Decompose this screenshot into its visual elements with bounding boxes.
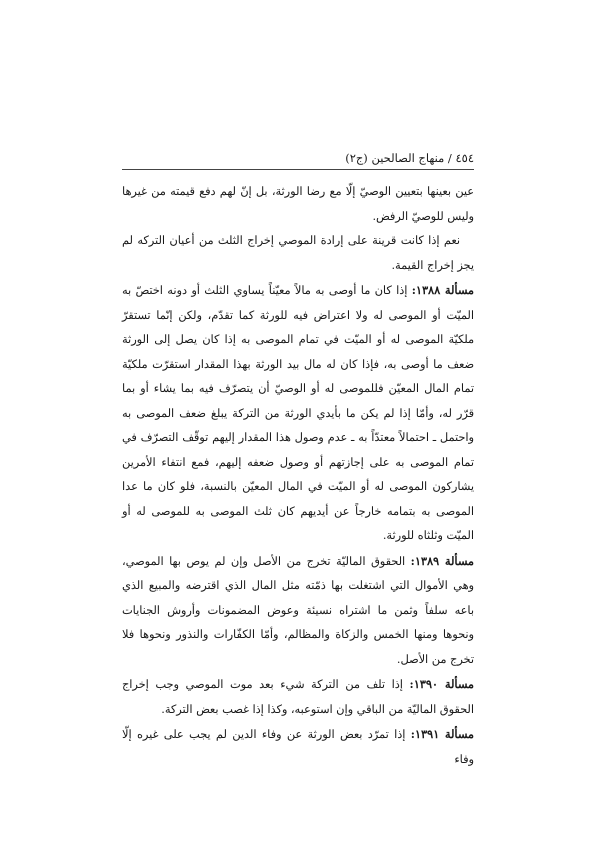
issue-1391 (122, 722, 474, 772)
issue-text: إذا تلف من التركة شيء بعد موت الموصي وجب إخراج الحقوق الماليّة من الباقي وإن استوعبه، وكذا إذا غصب بعض التركة. (122, 678, 474, 716)
issue-heading: مسألة ١٣٩٠: (409, 677, 474, 691)
paragraph-text: نعم إذا كانت قرينة على إرادة الموصي إخراج الثلث من أعيان التركه لم يجز إخراج القيمة. (122, 234, 474, 272)
paragraph-note (122, 229, 474, 278)
running-header: ٤٥٤ / منهاج الصالحين (ج٢) (122, 150, 474, 170)
issue-1388 (122, 278, 474, 549)
issue-heading: مسألة ١٣٩١: (410, 727, 474, 741)
page-body (122, 180, 474, 772)
issue-heading: مسألة ١٣٨٩: (410, 553, 474, 568)
paragraph-text: عين بعينها بتعيين الوصيّ إلّا مع رضا الورثة، بل إنّ لهم دفع قيمته من غيرها وليس للوصيّ الرفض. (122, 185, 474, 223)
issue-heading: مسألة ١٣٨٨: (411, 283, 474, 297)
issue-1390 (122, 672, 474, 722)
issue-text: إذا تمرّد بعض الورثة عن وفاء الدين لم يجب على غيره إلّا وفاء (122, 728, 474, 766)
issue-text: إذا كان ما أوصى به مالاً معيّناً يساوي الثلث أو دونه اختصّ به الميّت أو الموصى له ولا اعتراض فيه للورثة كما تقدّم، ولكن إنّما تستقرّ ملكيّة الموصى له أو الميّت في تمام الموصى به إذا كان يصل إلى الورثة ضعف ما أوصى به، فإذا كان له مال بيد الورثة بهذا المقدار استقرّت ملكيّة تمام المال المعيّن فللموصى له أو الوصيّ أن يتصرّف فيه بما يشاء أو بما قرّر له، وأمّا إذا لم يكن ما بأيدي الورثة من التركة يبلغ ضعف الموصى به واحتمل ـ احتمالاً معتدّاً به ـ عدم وصول هذا المقدار إليهم توقّف التصرّف في تمام الموصى به على إجازتهم أو وصول ضعفه إليهم، فمع انتفاء الأمرين يشاركون الموصى له أو الميّت في المال المعيّن بالنسبة، فلو كان ما عدا الموصى به بتمامه خارجاً عن أيديهم كان ثلث الموصى به للموصى له أو الميّت وثلثاه للورثة. (122, 284, 474, 542)
paragraph-continuation (122, 180, 474, 229)
issue-text: الحقوق الماليّة تخرج من الأصل وإن لم يوص بها الموصي، وهي الأموال التي اشتغلت بها ذمّته مثل المال الذي اقترضه والمبيع الذي باعه سلفاً وثمن ما اشتراه نسيئة وعوض المضمونات وأروش الجنايات ونحوها ومنها الخمس والزكاة والمظالم، وأمّا الكفّارات والنذور ونحوها فلا تخرج من الأصل. (122, 554, 474, 666)
issue-1389 (122, 549, 474, 673)
